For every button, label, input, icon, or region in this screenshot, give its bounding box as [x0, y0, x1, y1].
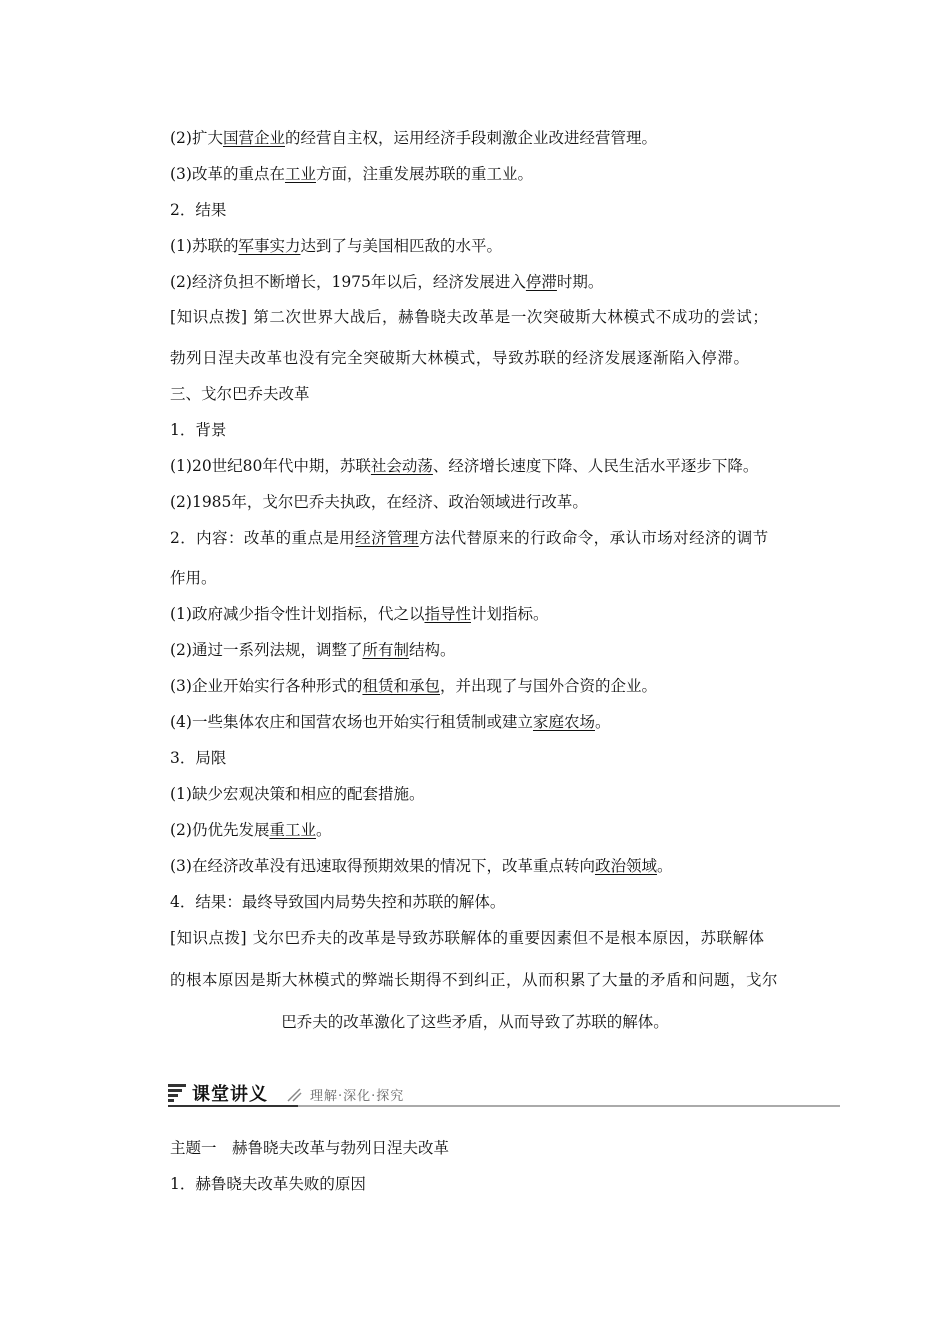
- text-line: [170, 568, 217, 588]
- text-segment: 时期。: [556, 273, 604, 291]
- text-line: [170, 676, 657, 696]
- text-segment: (1)苏联的: [170, 237, 239, 255]
- heading-content: [170, 528, 769, 548]
- text-line: [170, 784, 424, 804]
- text-line: [170, 492, 588, 512]
- underlined-term: 经济管理: [355, 529, 419, 547]
- text-line: [170, 712, 611, 732]
- slash-decoration-icon: [286, 1086, 302, 1102]
- heading-outcome: [170, 892, 505, 912]
- text-segment: 达到了与美国相匹敌的水平。: [300, 237, 502, 255]
- underlined-term: 家庭农场: [532, 713, 595, 731]
- underlined-term: 租赁和承包: [362, 677, 440, 695]
- subtopic-heading: [170, 1174, 366, 1194]
- text-segment: 。: [594, 713, 611, 731]
- text-segment: (1)20世纪80年代中期，苏联: [170, 457, 371, 475]
- text-segment: (1)政府减少指令性计划指标，代之以: [170, 605, 425, 623]
- text-segment: 主题一 赫鲁晓夫改革与勃列日涅夫改革: [170, 1139, 450, 1157]
- text-segment: [知识点拨] 第二次世界大战后，赫鲁晓夫改革是一次突破斯大林模式不成功的尝试；: [170, 308, 769, 326]
- heading-background: [170, 420, 226, 440]
- underlined-term: 国营企业: [222, 129, 285, 147]
- text-segment: 3．局限: [170, 749, 227, 767]
- text-segment: 的经营自主权，运用经济手段刺激企业改进经营管理。: [284, 129, 657, 147]
- text-segment: 1．赫鲁晓夫改革失败的原因: [170, 1175, 366, 1193]
- section-header: [168, 1078, 840, 1108]
- underlined-term: 军事实力: [238, 237, 301, 255]
- text-segment: 方法代替原来的行政命令，承认市场对经济的调节: [418, 529, 769, 547]
- text-segment: 三、戈尔巴乔夫改革: [170, 385, 310, 403]
- text-segment: 作用。: [170, 569, 217, 587]
- text-segment: 方面，注重发展苏联的重工业。: [315, 165, 533, 183]
- divider: [298, 1105, 840, 1107]
- text-line: [170, 164, 533, 184]
- text-segment: (4)一些集体农庄和国营农场也开始实行租赁制或建立: [170, 713, 533, 731]
- text-segment: 1．背景: [170, 421, 227, 439]
- text-line: [170, 640, 456, 660]
- text-segment: 计划指标。: [470, 605, 549, 623]
- text-segment: [知识点拨] 戈尔巴乔夫的改革是导致苏联解体的重要因素但不是根本原因，苏联解体: [170, 929, 765, 947]
- text-segment: 2．内容：改革的重点是用: [170, 529, 356, 547]
- text-segment: (3)改革的重点在: [170, 165, 285, 183]
- text-segment: (1)缺少宏观决策和相应的配套措施。: [170, 785, 425, 803]
- text-segment: 结构。: [408, 641, 456, 659]
- underlined-term: 社会动荡: [370, 457, 433, 475]
- knowledge-note-line: [170, 348, 750, 368]
- knowledge-note-line: [170, 307, 768, 327]
- text-segment: 勃列日涅夫改革也没有完全突破斯大林模式，导致苏联的经济发展逐渐陷入停滞。: [170, 349, 750, 367]
- section-heading-gorbachev: [170, 384, 310, 404]
- text-segment: (2)通过一系列法规，调整了: [170, 641, 363, 659]
- underlined-term: 指导性: [424, 605, 471, 623]
- underlined-term: 政治领域: [594, 857, 657, 875]
- section-title: 课堂讲义: [192, 1084, 268, 1105]
- text-line: [170, 604, 549, 624]
- text-segment: (2)扩大: [170, 129, 223, 147]
- text-segment: 巴乔夫的改革激化了这些矛盾，从而导致了苏联的解体。: [281, 1013, 669, 1031]
- text-segment: (3)在经济改革没有迅速取得预期效果的情况下，改革重点转向: [170, 857, 595, 875]
- underlined-term: 重工业: [269, 821, 316, 839]
- heading-results: [170, 200, 226, 220]
- divider: [168, 1105, 298, 1107]
- text-segment: (2)仍优先发展: [170, 821, 270, 839]
- text-segment: 。: [315, 821, 332, 839]
- text-line: [170, 820, 332, 840]
- text-segment: ，并出现了与国外合资的企业。: [439, 677, 657, 695]
- text-line: [170, 856, 673, 876]
- text-segment: (3)企业开始实行各种形式的: [170, 677, 363, 695]
- underlined-term: 停滞: [525, 273, 557, 291]
- knowledge-note-line: [170, 970, 778, 990]
- underlined-term: 所有制: [362, 641, 409, 659]
- section-bars-icon: [168, 1084, 186, 1102]
- knowledge-note-line: [170, 928, 765, 948]
- heading-limitations: [170, 748, 226, 768]
- text-line: [170, 456, 758, 476]
- text-segment: 4．结果：最终导致国内局势失控和苏联的解体。: [170, 893, 506, 911]
- text-segment: 。: [656, 857, 673, 875]
- knowledge-note-line: [0, 1012, 950, 1032]
- section-subtitle: 理解·深化·探究: [310, 1089, 405, 1104]
- text-segment: 2．结果: [170, 201, 227, 219]
- text-line: [170, 236, 502, 256]
- text-line: [170, 128, 657, 148]
- text-segment: (2)1985年，戈尔巴乔夫执政，在经济、政治领域进行改革。: [170, 493, 588, 511]
- underlined-term: 工业: [284, 165, 316, 183]
- text-segment: 的根本原因是斯大林模式的弊端长期得不到纠正，从而积累了大量的矛盾和问题，戈尔: [170, 971, 779, 989]
- topic-heading: [170, 1138, 449, 1158]
- text-segment: 、经济增长速度下降、人民生活水平逐步下降。: [432, 457, 759, 475]
- text-segment: (2)经济负担不断增长，1975年以后，经济发展进入: [170, 273, 526, 291]
- text-line: [170, 272, 603, 292]
